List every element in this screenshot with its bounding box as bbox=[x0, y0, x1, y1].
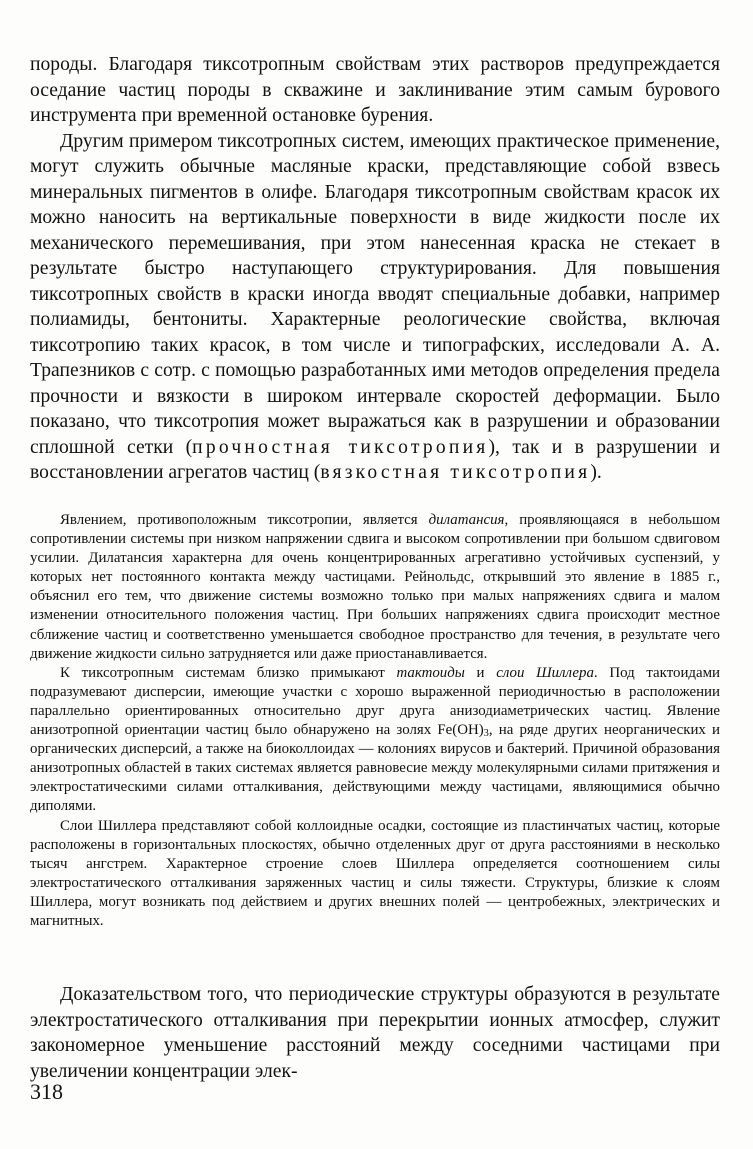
paragraph-dilatancy: Явлением, противоположным тиксотропии, является дилатансия, проявляющаяся в небольшом сопротивлении системы при низком напряжении сдвига и высоком сопротивлении при большом сдвиговом усилии. Дилатансия характерна для очень концентрированных агрегативно устойчивых суспензий, у которых нет постоянного контакта между частицами. Рейнольдс, открывший это явление в 1885 г., объяснил его тем, что движение системы возможно только при малых напряжениях сдвига и малом изменении относительного положения частиц. При больших напряжениях сдвига происходит местное сближение частиц и соответственно уменьшается свободное пространство для течения, в результате чего движение жидкости сильно затрудняется или даже приостанавливается. bbox=[30, 512, 720, 662]
lower-text-block bbox=[30, 982, 720, 1084]
term-strength-thixotropy: прочностная тиксотропия bbox=[192, 436, 489, 458]
paragraph-oil-paints: Другим примером тиксотропных систем, имеющих практическое применение, могут служить обычные масляные краски, представляющие собой взвесь минеральных пигментов в олифе. Благодаря тиксотропным свойствам красок их можно наносить на вертикальные поверхности в виде жидкости после их механического перемешивания, при этом нанесенная краска не стекает в результате быстро наступающего структурирования. Для повышения тиксотропных свойств в краски иногда вводят специальные добавки, например полиамиды, бентониты. Характерные реологические свойства, включая тиксотропию таких красок, в том числе и типографских, исследовали А. А. Трапезников с сотр. с помощью разработанных ими методов определения предела прочности и вязкости в широком интервале скоростей деформации. Было показано, что тиксотропия может выражаться как в разрушении и образовании сплошной сетки (прочностная тиксотропия), так и в разрушении и восстановлении агрегатов частиц (вязкостная тиксотропия). bbox=[30, 130, 721, 483]
small-print-block bbox=[30, 511, 720, 931]
paragraph-tactoids: К тиксотропным системам близко примыкают тактоиды и слои Шиллера. Под тактоидами подразумевают дисперсии, имеющие участки с хорошо выраженной периодичностью в расположении параллельно ориентированных относительно друг друга анизодиаметрических частиц. Явление анизотропной ориентации частиц было обнаружено на золях $Fe(OH)_3$, на ряде других неорганических и органических дисперсий, а также на биоколлоидах — колониях вирусов и бактерий. Причиной образования анизотропных областей в таких системах является равновесие между молекулярными силами притяжения и электростатическими силами отталкивания, действующими между частицами, являющимися обычно диполями. bbox=[30, 664, 721, 815]
paragraph-schiller-layers: Слои Шиллера представляют собой коллоидные осадки, состоящие из пластинчатых частиц, которые расположены в горизонтальных плоскостях, обычно отделенных друг от друга расстояниями в несколько тысяч ангстрем. Характерное строение слоев Шиллера определяется соотношением силы электростатического отталкивания заряженных частиц и силы тяжести. Структуры, близкие к слоям Шиллера, могут возникать под действием и других внешних полей — центробежных, электрических и магнитных. bbox=[30, 817, 720, 929]
term-tactoids: тактоиды bbox=[396, 664, 465, 681]
term-schiller-layers: слои Шиллера bbox=[496, 664, 594, 681]
paragraph-drilling-continuation: породы. Благодаря тиксотропным свойствам этих растворов предупреждается оседание частиц породы в скважине и заклинивание этим самым бурового инструмента при временной остановке бурения. bbox=[30, 54, 720, 126]
term-viscosity-thixotropy: вязкостная тиксотропия bbox=[320, 462, 591, 483]
upper-text-block bbox=[30, 52, 720, 486]
term-dilatancy: дилатансия bbox=[428, 512, 505, 528]
page-number: 318 bbox=[30, 1079, 63, 1104]
paragraph-periodic-structures: Доказательством того, что периодические структуры образуются в результате электростатического отталкивания при перекрытии ионных атмосфер, служит закономерное уменьшение расстояний между соседними частицами при увеличении концентрации элек- bbox=[30, 984, 720, 1082]
